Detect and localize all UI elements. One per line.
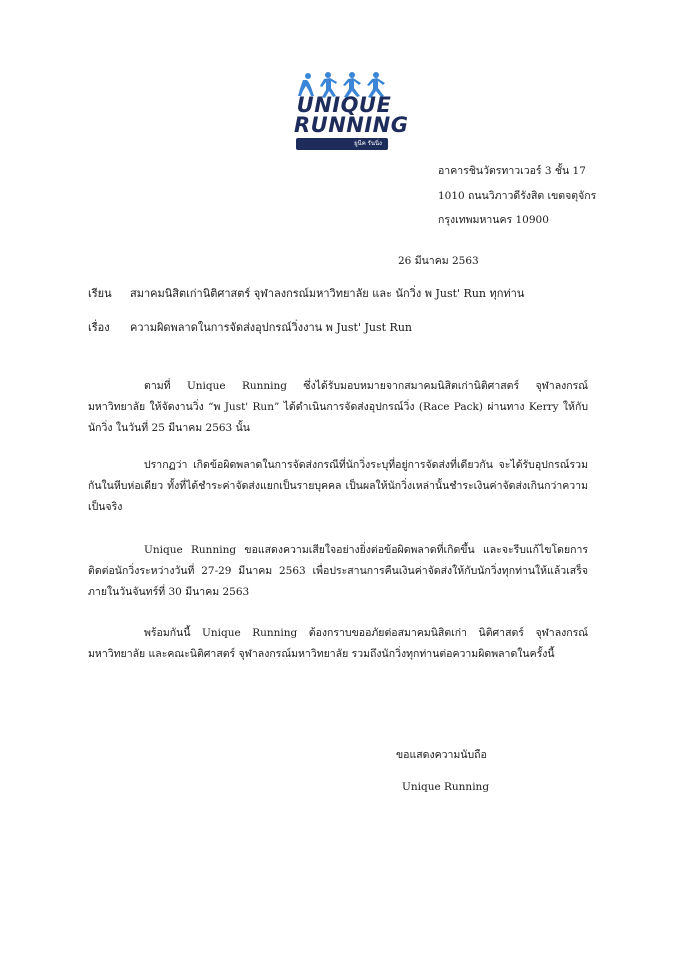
recipient-line: [88, 284, 524, 302]
closing-regards: ขอแสดงความนับถือ: [396, 749, 487, 761]
address-line-2: 1010 ถนนวิภาวดีรังสิต เขตจตุจักร: [438, 190, 597, 202]
logo-word-running: RUNNING: [294, 113, 409, 137]
recipient-value: สมาคมนิสิตเก่านิติศาสตร์ จุฬาลงกรณ์มหาวิทยาลัย และ นักวิ่ง พ Just' Run ทุกท่าน: [130, 287, 525, 300]
closing-signatory: Unique Running: [402, 781, 490, 793]
body-paragraph-1: ตามที่ Unique Running ซึ่งได้รับมอบหมายจากสมาคมนิสิตเก่านิติศาสตร์ จุฬาลงกรณ์มหาวิทยาลัย ให้จัดงานวิ่ง “พ Just' Run” ได้ดำเนินการจัดส่งอุปกรณ์วิ่ง (Race Pack) ผ่านทาง Kerry ให้กับนักวิ่ง ในวันที่ 25 มีนาคม 2563 นั้น: [88, 380, 588, 434]
body-paragraph-4: พร้อมกันนี้ Unique Running ต้องกราบขออภัยต่อสมาคมนิสิตเก่า นิติศาสตร์ จุฬาลงกรณ์มหาวิทยาลัย และคณะนิติศาสตร์ จุฬาลงกรณ์มหาวิทยาลัย รวมถึงนักวิ่งทุกท่านต่อความผิดพลาดในครั้งนี้: [88, 627, 588, 660]
subject-label: เรื่อง: [88, 321, 110, 334]
unique-running-logo: [286, 70, 409, 158]
logo-word-unique: UNIQUE: [296, 93, 392, 117]
subject-value: ความผิดพลาดในการจัดส่งอุปกรณ์วิ่งงาน พ Just' Just Run: [130, 321, 412, 334]
body-paragraph-2: ปรากฏว่า เกิดข้อผิดพลาดในการจัดส่งกรณีที่นักวิ่งระบุที่อยู่การจัดส่งที่เดียวกัน จะได้รับอุปกรณ์รวมกันในหีบห่อเดียว ทั้งที่ได้ชำระค่าจัดส่งแยกเป็นรายบุคคล เป็นผลให้นักวิ่งเหล่านั้นชำระเงินค่าจัดส่งเกินกว่าความเป็นจริง: [88, 459, 588, 513]
body-paragraph-3: Unique Running ขอแสดงความเสียใจอย่างยิ่งต่อข้อผิดพลาดที่เกิดขึ้น และจะรีบแก้ไขโดยการติดต่อนักวิ่งระหว่างวันที่ 27-29 มีนาคม 2563 เพื่อประสานการคืนเงินค่าจัดส่งให้กับนักวิ่งทุกท่านให้แล้วเสร็จภายในวันจันทร์ที่ 30 มีนาคม 2563: [88, 544, 588, 598]
recipient-label: เรียน: [88, 287, 112, 300]
letter-date: 26 มีนาคม 2563: [398, 255, 479, 267]
subject-line: [88, 318, 412, 336]
logo-tagline: ยูนีค รันนิ่ง: [296, 138, 388, 150]
address-line-3: กรุงเทพมหานคร 10900: [438, 214, 549, 226]
address-line-1: อาคารชินวัตรทาวเวอร์ 3 ชั้น 17: [438, 165, 586, 177]
